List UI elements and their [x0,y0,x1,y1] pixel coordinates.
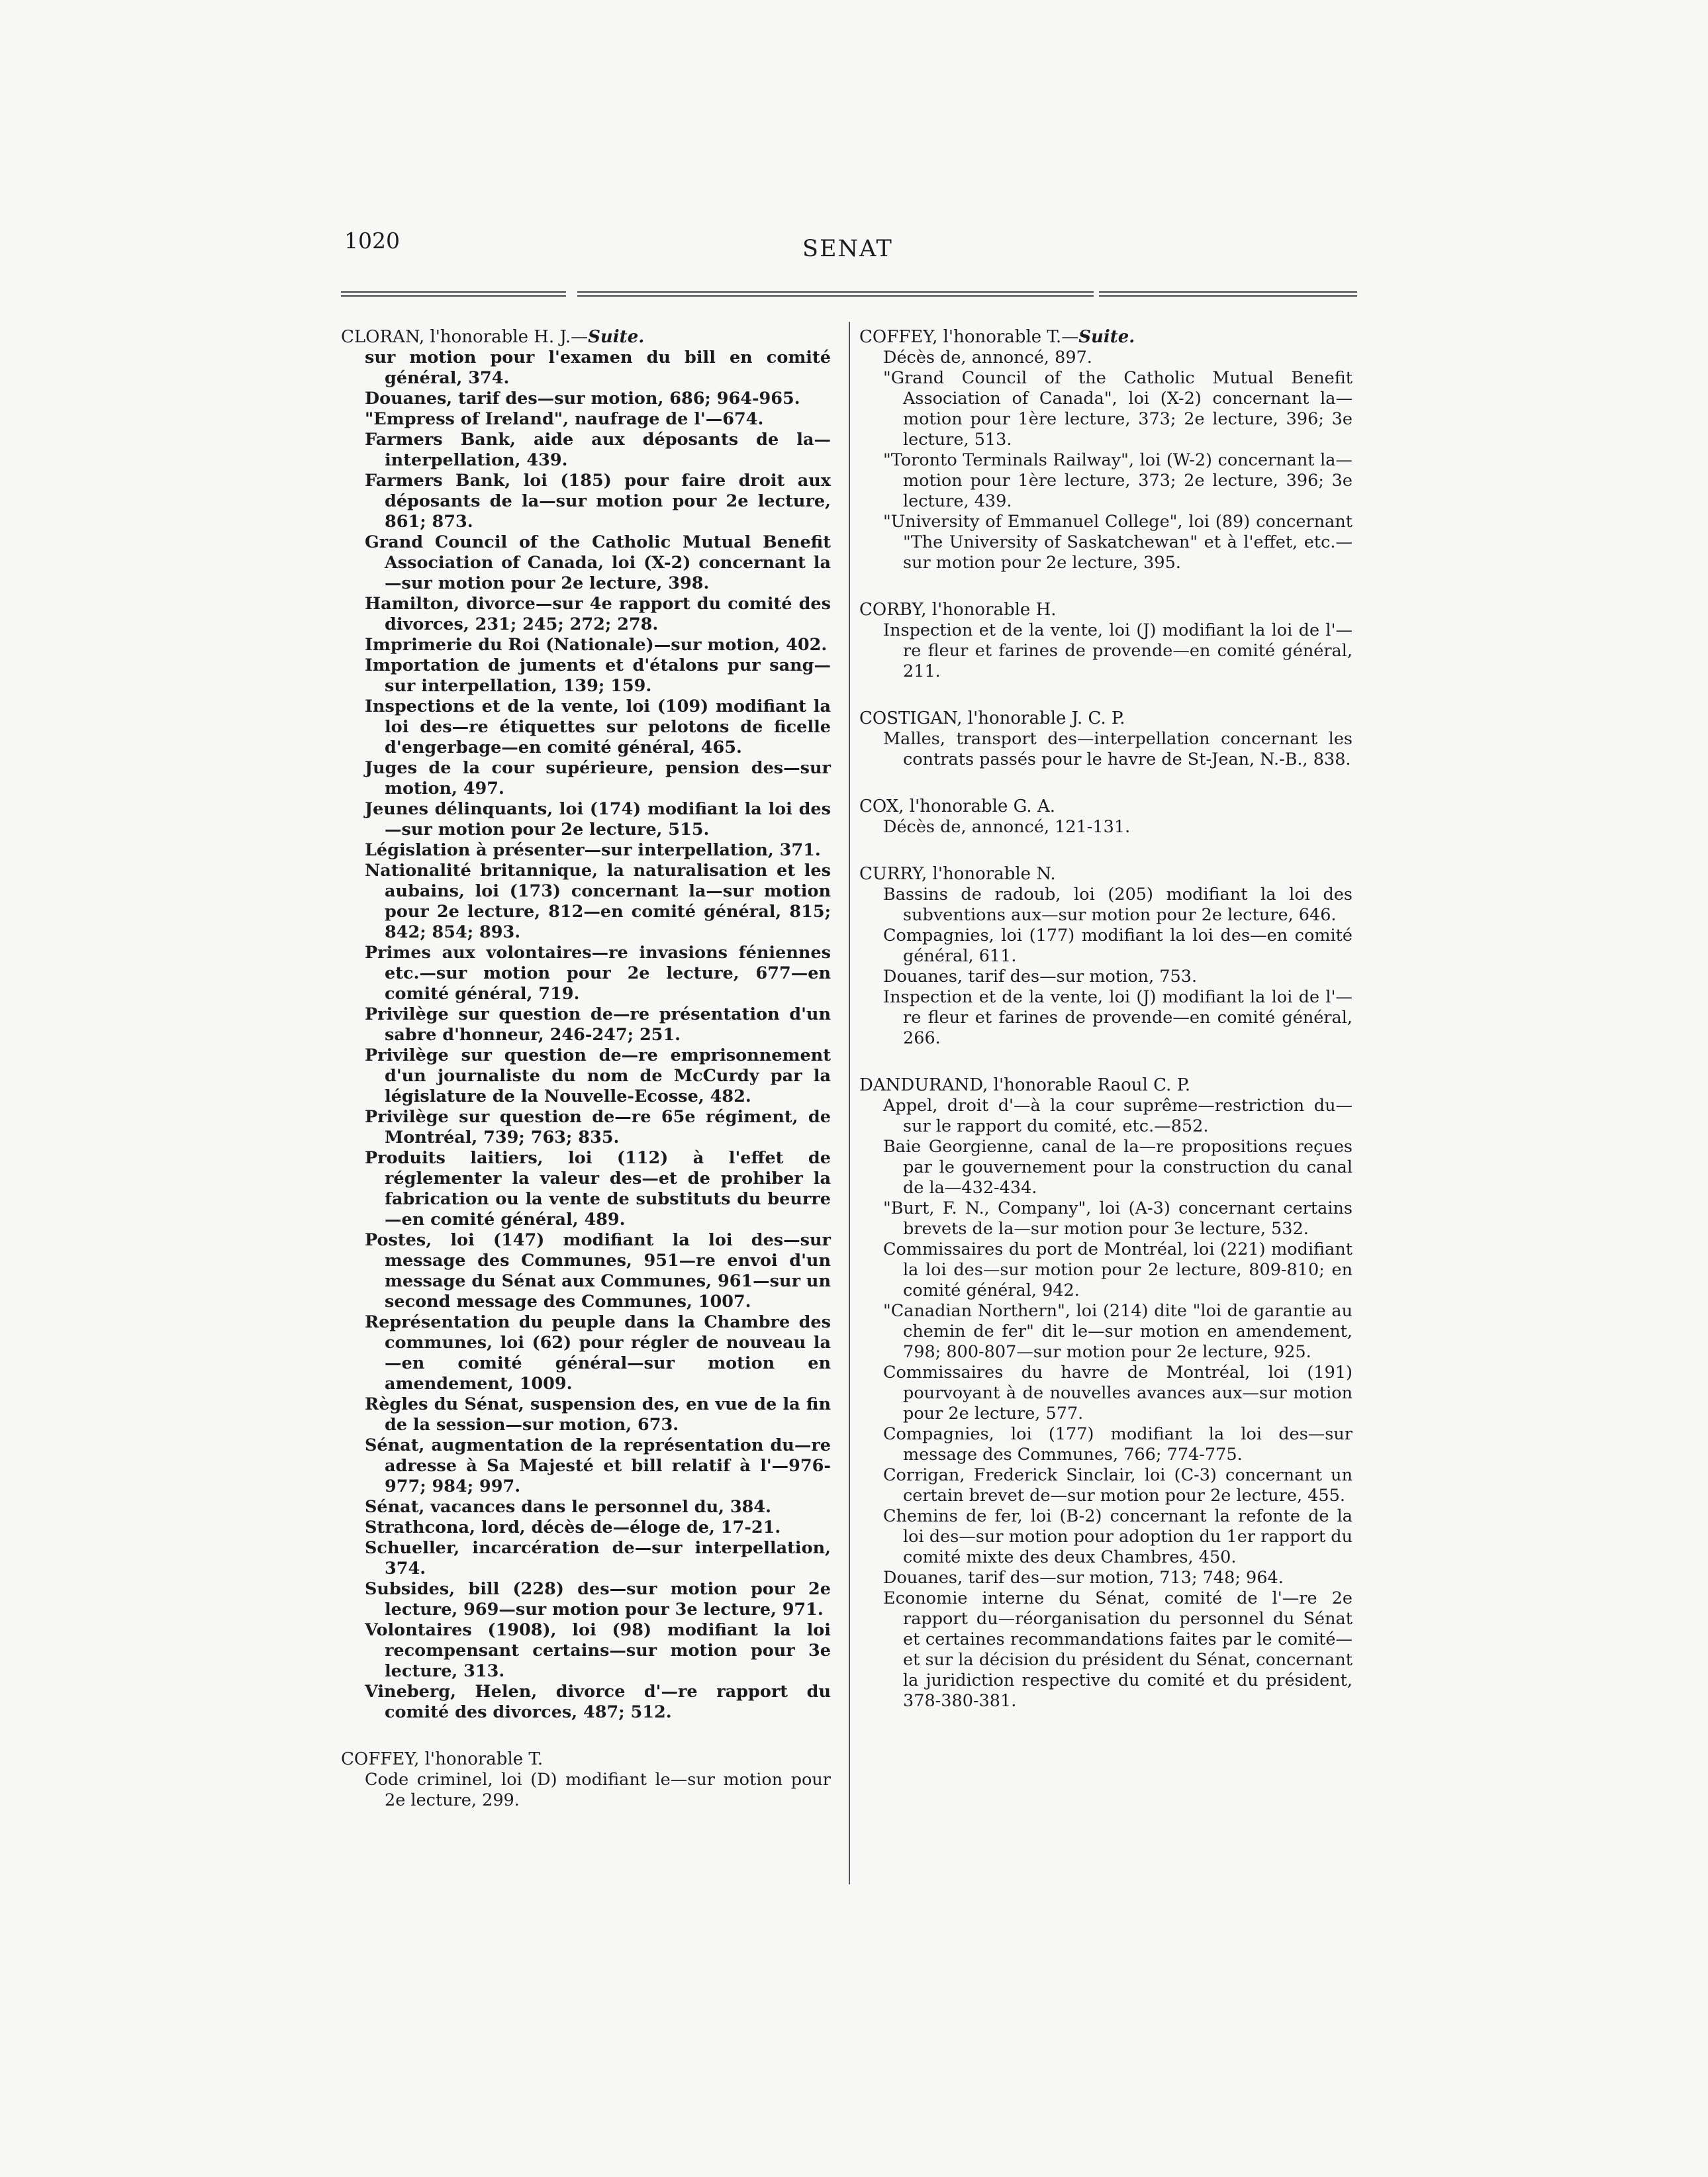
entry-item: Imprimerie du Roi (Nationale)—sur motion, 402. [365,635,828,655]
index-entry [859,797,1352,838]
entry-item: Privilège sur question de—re présentation d'un sabre d'honneur, 246-247; 251. [365,1004,831,1045]
entry-item: "Grand Council of the Catholic Mutual Benefit Association of Canada", loi (X-2) concernant la—motion pour 1ère lecture, 373; 2e lecture, 396; 3e lecture, 513. [883,368,1352,450]
entry-item: Appel, droit d'—à la cour suprême—restriction du—sur le rapport du comité, etc.—852. [883,1096,1352,1136]
entry-heading [341,327,831,348]
entry-item: Code criminel, loi (D) modifiant le—sur motion pour 2e lecture, 299. [365,1770,831,1810]
entry-suite: Suite. [1078,327,1135,347]
right-column [859,327,1352,1738]
entry-item: Schueller, incarcération de—sur interpellation, 374. [365,1538,831,1578]
header-rule [341,291,566,297]
entry-item: Economie interne du Sénat, comité de l'—re 2e rapport du—réorganisation du personnel du Sénat et certaines recommandations faites par le comité—et sur la décision du président du Sénat, concernant la juridiction respective du comité et du président, 378-380-381. [883,1588,1352,1711]
index-entry [341,327,831,1723]
entry-name: COFFEY, l'honorable T. [341,1749,544,1769]
entry-heading [859,797,1352,817]
entry-name: CORBY, l'honorable H. [859,600,1057,620]
entry-item: Douanes, tarif des—sur motion, 686; 964-965. [365,389,800,409]
entry-item: Commissaires du port de Montréal, loi (221) modifiant la loi des—sur motion pour 2e lecture, 809-810; en comité général, 942. [883,1239,1352,1300]
entry-item: "University of Emmanuel College", loi (89) concernant "The University of Saskatchewan" et à l'effet, etc.—sur motion pour 2e lecture, 395. [883,512,1352,573]
entry-name: COX, l'honorable G. A. [859,797,1056,816]
entry-name: CLORAN, l'honorable H. J.— [341,327,589,347]
entry-name: DANDURAND, l'honorable Raoul C. P. [859,1075,1191,1095]
entry-item: Douanes, tarif des—sur motion, 753. [883,967,1198,987]
entry-name: COSTIGAN, l'honorable J. C. P. [859,708,1125,728]
index-entry [859,327,1352,573]
entry-name: COFFEY, l'honorable T.— [859,327,1079,347]
column-divider [849,322,850,1884]
entry-item: "Burt, F. N., Company", loi (A-3) concernant certains brevets de la—sur motion pour 3e lecture, 532. [883,1198,1352,1239]
entry-item: Farmers Bank, loi (185) pour faire droit aux déposants de la—sur motion pour 2e lecture, 861; 873. [365,471,831,532]
index-entry [859,864,1352,1049]
entry-item: Nationalité britannique, la naturalisation et les aubains, loi (173) concernant la—sur motion pour 2e lecture, 812—en comité général, 815; 842; 854; 893. [365,861,831,942]
entry-item: "Canadian Northern", loi (214) dite "loi de garantie au chemin de fer" dit le—sur motion en amendement, 798; 800-807—sur motion pour 2e lecture, 925. [883,1301,1352,1362]
index-entry [859,1075,1352,1712]
entry-suite: Suite. [588,327,645,347]
entry-item: Sénat, vacances dans le personnel du, 384. [365,1497,772,1517]
entry-item: Primes aux volontaires—re invasions féniennes etc.—sur motion pour 2e lecture, 677—en comité général, 719. [365,943,831,1004]
entry-heading [341,1749,831,1770]
entry-item: Bassins de radoub, loi (205) modifiant la loi des subventions aux—sur motion pour 2e lecture, 646. [883,885,1352,925]
page-number: 1020 [344,228,400,254]
entry-item: Commissaires du havre de Montréal, loi (191) pourvoyant à de nouvelles avances aux—sur motion pour 2e lecture, 577. [883,1363,1352,1424]
entry-item: Jeunes délinquants, loi (174) modifiant la loi des—sur motion pour 2e lecture, 515. [365,799,831,840]
entry-heading [859,1075,1352,1096]
index-entry [859,600,1352,682]
index-entry [341,1749,831,1811]
entry-item: Postes, loi (147) modifiant la loi des—sur message des Communes, 951—re envoi d'un message du Sénat aux Communes, 961—sur un second message des Communes, 1007. [365,1230,831,1312]
entry-item: Malles, transport des—interpellation concernant les contrats passés pour le havre de St-Jean, N.-B., 838. [883,729,1352,769]
index-entry [859,708,1352,770]
entry-name: CURRY, l'honorable N. [859,864,1056,884]
entry-item: Inspection et de la vente, loi (J) modifiant la loi de l'—re fleur et farines de provende—en comité général, 266. [883,987,1352,1048]
entry-item: Privilège sur question de—re 65e régiment, de Montréal, 739; 763; 835. [365,1107,831,1147]
entry-item: Grand Council of the Catholic Mutual Benefit Association of Canada, loi (X-2) concernant la—sur motion pour 2e lecture, 398. [365,532,831,593]
entry-item: Règles du Sénat, suspension des, en vue de la fin de la session—sur motion, 673. [365,1394,831,1435]
entry-item: Subsides, bill (228) des—sur motion pour 2e lecture, 969—sur motion pour 3e lecture, 971. [365,1579,831,1620]
entry-heading [859,600,1352,620]
entry-heading [859,708,1352,729]
entry-item: Décès de, annoncé, 897. [883,348,1092,367]
entry-item: Décès de, annoncé, 121-131. [883,817,1131,837]
entry-heading [859,327,1352,348]
entry-item: Compagnies, loi (177) modifiant la loi des—sur message des Communes, 766; 774-775. [883,1424,1352,1465]
entry-item: Inspections et de la vente, loi (109) modifiant la loi des—re étiquettes sur pelotons de ficelle d'engerbage—en comité général, 465. [365,697,831,757]
entry-item: Douanes, tarif des—sur motion, 713; 748; 964. [883,1568,1284,1588]
entry-item: Produits laitiers, loi (112) à l'effet de réglementer la valeur des—et de prohiber la fabrication ou la vente de substituts du beurre—en comité général, 489. [365,1148,831,1230]
header-rule [577,291,1094,297]
entry-item: Farmers Bank, aide aux déposants de la—interpellation, 439. [365,430,831,470]
entry-item: Strathcona, lord, décès de—éloge de, 17-21. [365,1518,781,1537]
entry-heading [859,864,1352,885]
entry-item: Corrigan, Frederick Sinclair, loi (C-3) concernant un certain brevet de—sur motion pour 2e lecture, 455. [883,1465,1352,1506]
entry-item: Inspection et de la vente, loi (J) modifiant la loi de l'—re fleur et farines de provende—en comité général, 211. [883,620,1352,681]
entry-item: Importation de juments et d'étalons pur sang—sur interpellation, 139; 159. [365,655,831,696]
entry-item: Hamilton, divorce—sur 4e rapport du comité des divorces, 231; 245; 272; 278. [365,594,831,634]
entry-item: Privilège sur question de—re emprisonnement d'un journaliste du nom de McCurdy par la législature de la Nouvelle-Ecosse, 482. [365,1045,831,1106]
running-head: SENAT [802,236,893,262]
entry-item: sur motion pour l'examen du bill en comité général, 374. [365,348,831,388]
entry-item: Volontaires (1908), loi (98) modifiant la loi recompensant certains—sur motion pour 3e lecture, 313. [365,1620,831,1681]
header-rule [1099,291,1357,297]
entry-item: Législation à présenter—sur interpellation, 371. [365,840,821,860]
left-column [341,327,831,1837]
entry-item: "Toronto Terminals Railway", loi (W-2) concernant la— motion pour 1ère lecture, 373; 2e lecture, 396; 3e lecture, 439. [883,450,1352,511]
entry-item: Vineberg, Helen, divorce d'—re rapport du comité des divorces, 487; 512. [365,1682,831,1722]
entry-item: Compagnies, loi (177) modifiant la loi des—en comité général, 611. [883,926,1352,966]
entry-item: Baie Georgienne, canal de la—re propositions reçues par le gouvernement pour la construction du canal de la—432-434. [883,1137,1352,1198]
entry-item: Sénat, augmentation de la représentation du—re adresse à Sa Majesté et bill relatif à l'—976-977; 984; 997. [365,1435,831,1496]
entry-item: "Empress of Ireland", naufrage de l'—674. [365,409,764,429]
entry-item: Juges de la cour supérieure, pension des—sur motion, 497. [365,758,831,798]
entry-item: Représentation du peuple dans la Chambre des communes, loi (62) pour régler de nouveau la—en comité général—sur motion en amendement, 1009. [365,1312,831,1394]
entry-item: Chemins de fer, loi (B-2) concernant la refonte de la loi des—sur motion pour adoption du 1er rapport du comité mixte des deux Chambres, 450. [883,1506,1352,1567]
